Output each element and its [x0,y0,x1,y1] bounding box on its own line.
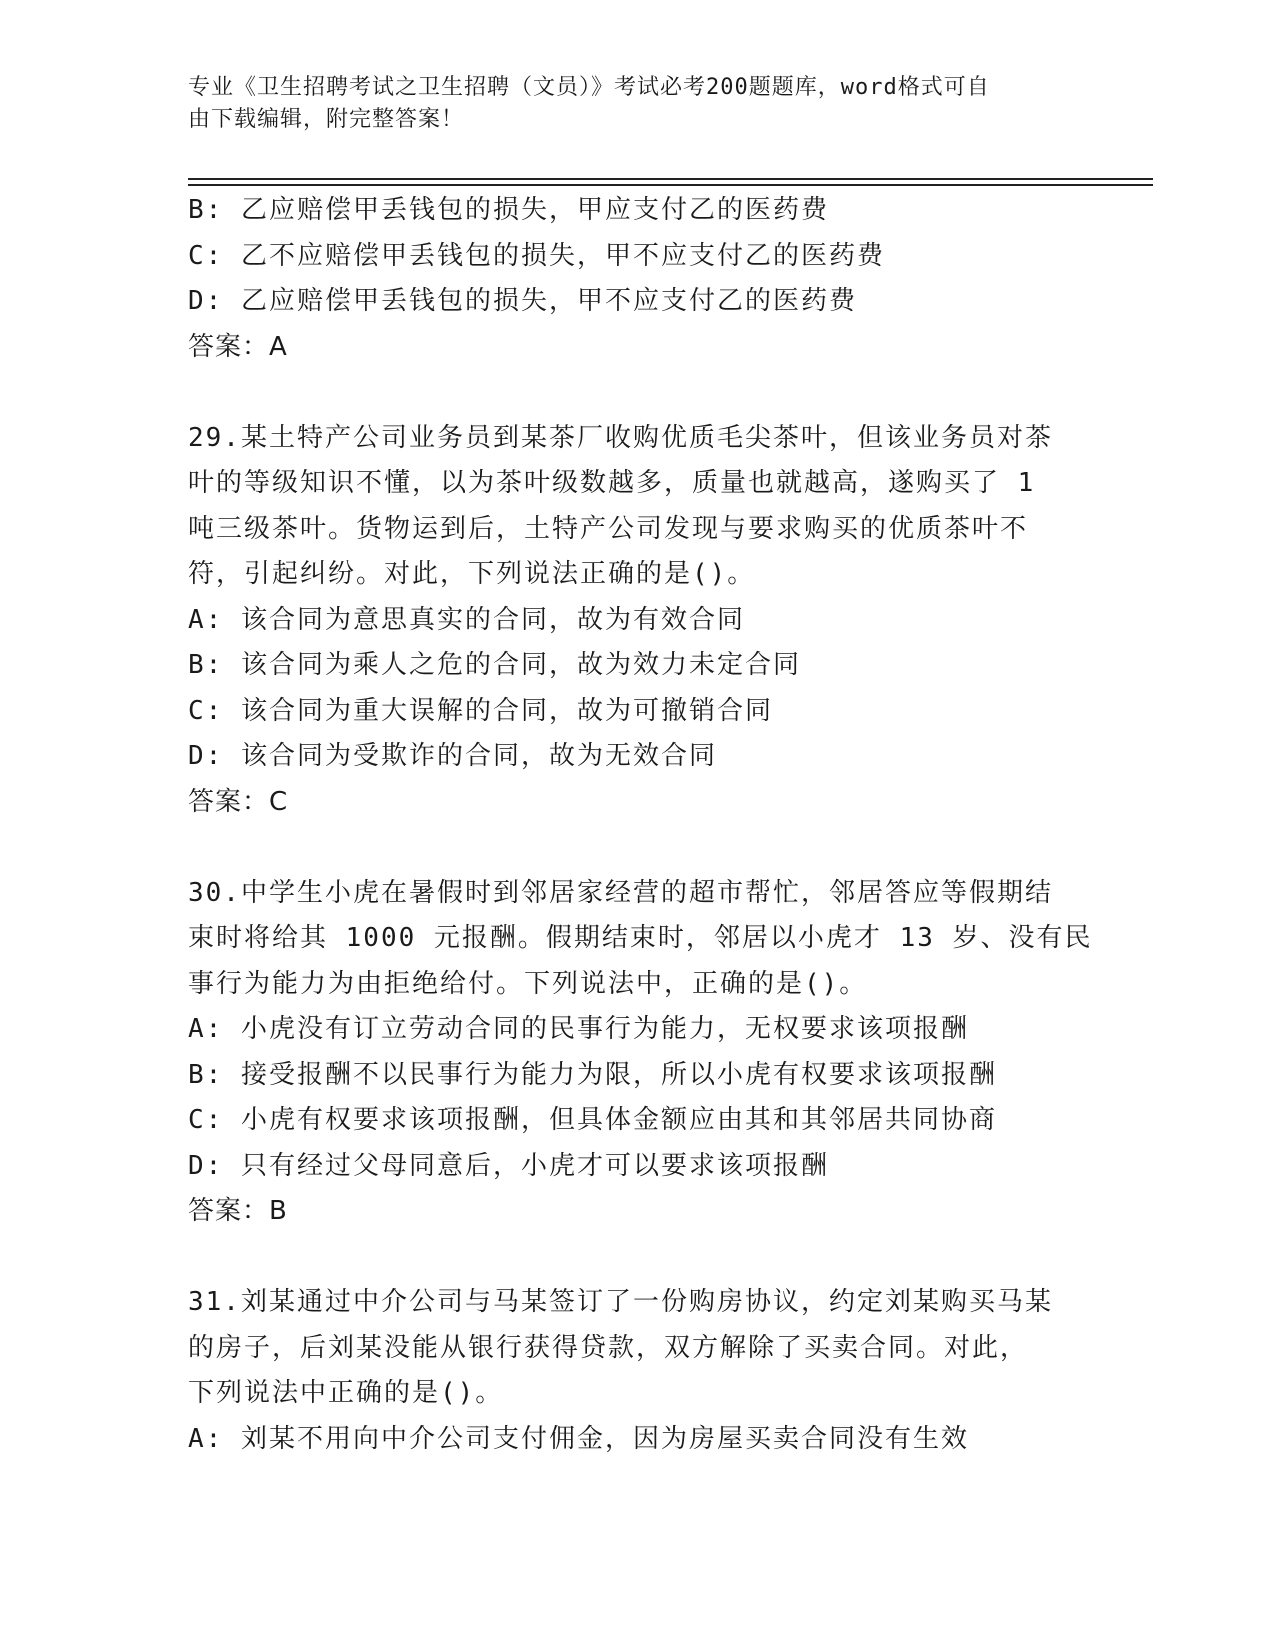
header-line-2: 由下载编辑，附完整答案！ [188,107,465,132]
question-stem-line: 事行为能力为由拒绝给付。下列说法中，正确的是()。 [188,968,868,999]
question-stem-line: 29.某土特产公司业务员到某茶厂收购优质毛尖茶叶，但该业务员对茶 [188,422,1053,453]
question-29 [188,416,1088,826]
document-body [188,188,1093,1462]
option-a: A: 刘某不用向中介公司支付佣金，因为房屋买卖合同没有生效 [188,1423,969,1454]
question-31 [188,1280,1088,1462]
question-stem-line: 30.中学生小虎在暑假时到邻居家经营的超市帮忙，邻居答应等假期结 [188,877,1053,908]
option-d: D: 乙应赔偿甲丢钱包的损失，甲不应支付乙的医药费 [188,286,857,316]
question-30 [188,871,1093,1235]
option-b: B: 该合同为乘人之危的合同，故为效力未定合同 [188,650,801,680]
header-divider-bottom [188,184,1153,186]
question-stem-line: 束时将给其 1000 元报酬。假期结束时，邻居以小虎才 13 岁、没有民 [188,923,1093,953]
answer: 答案：C [188,786,289,817]
option-c: C: 小虎有权要求该项报酬，但具体金额应由其和其邻居共同协商 [188,1105,997,1135]
option-a: A: 小虎没有订立劳动合同的民事行为能力，无权要求该项报酬 [188,1014,969,1044]
option-b: B: 接受报酬不以民事行为能力为限，所以小虎有权要求该项报酬 [188,1059,997,1090]
document-header [188,72,1088,136]
answer: 答案：B [188,1196,288,1226]
option-d: D: 只有经过父母同意后，小虎才可以要求该项报酬 [188,1150,829,1181]
answer: 答案：A [188,331,288,362]
question-stem-line: 下列说法中正确的是()。 [188,1378,504,1408]
option-b: B: 乙应赔偿甲丢钱包的损失，甲应支付乙的医药费 [188,195,829,225]
option-d: D: 该合同为受欺诈的合同，故为无效合同 [188,741,717,771]
question-stem-line: 31.刘某通过中介公司与马某签订了一份购房协议，约定刘某购买马某 [188,1287,1053,1317]
question-continuation [188,188,1088,370]
option-c: C: 该合同为重大误解的合同，故为可撤销合同 [188,695,773,726]
question-stem-line: 的房子，后刘某没能从银行获得贷款，双方解除了买卖合同。对此， [188,1332,1029,1363]
header-line-1: 专业《卫生招聘考试之卫生招聘（文员）》考试必考200题题库，word格式可自 [188,75,990,100]
question-stem-line: 吨三级茶叶。货物运到后，土特产公司发现与要求购买的优质茶叶不 [188,513,1029,544]
option-a: A: 该合同为意思真实的合同，故为有效合同 [188,604,745,635]
header-divider-top [188,178,1153,180]
question-stem-line: 符，引起纠纷。对此，下列说法正确的是()。 [188,559,756,589]
question-stem-line: 叶的等级知识不懂，以为茶叶级数越多，质量也就越高，遂购买了 1 [188,468,1036,498]
option-c: C: 乙不应赔偿甲丢钱包的损失，甲不应支付乙的医药费 [188,240,885,271]
